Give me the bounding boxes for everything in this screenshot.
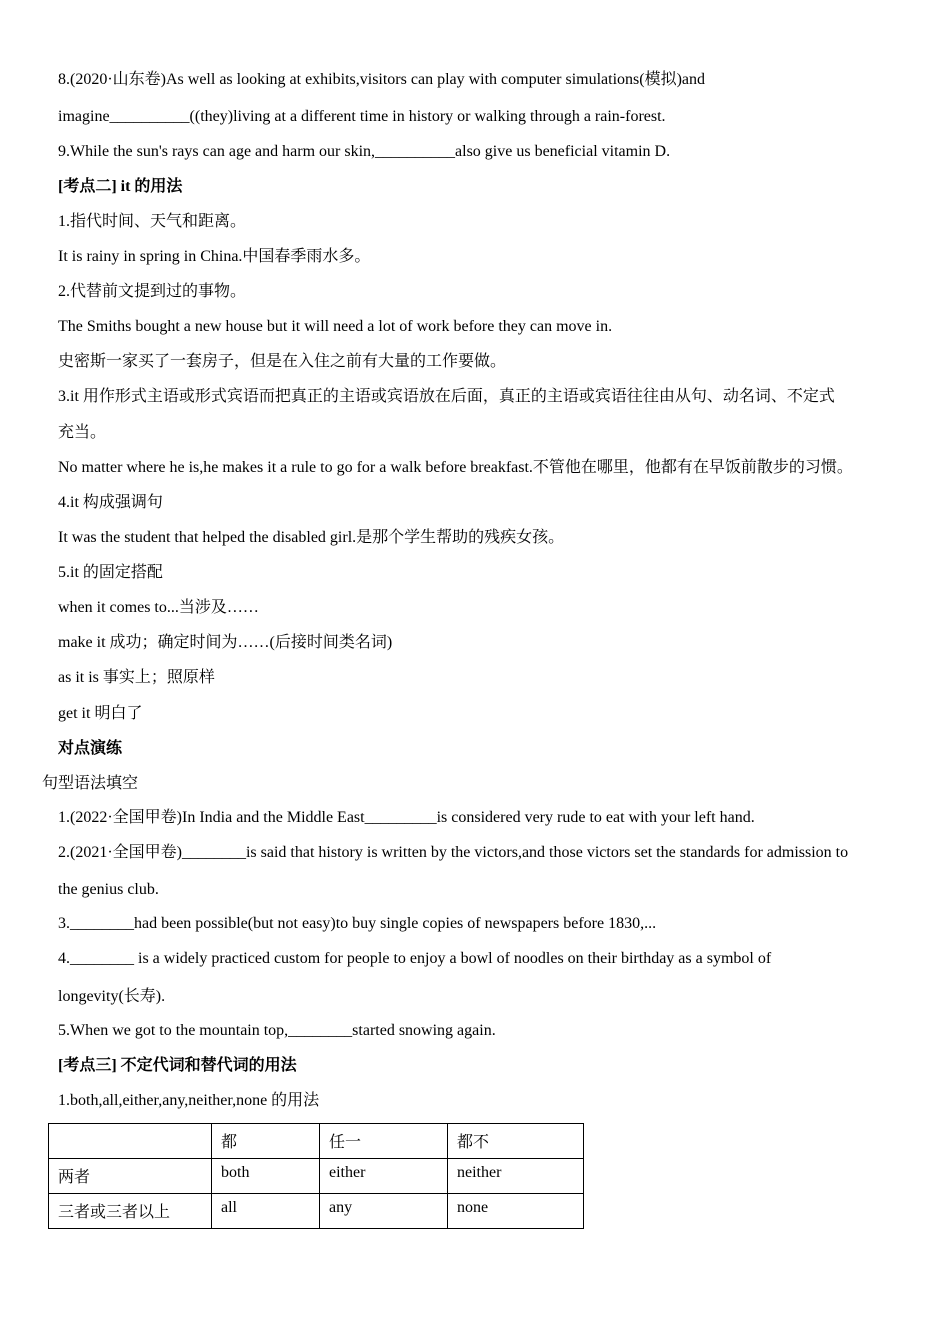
- example-2-chinese: 史密斯一家买了一套房子，但是在入住之前有大量的工作要做。: [58, 353, 507, 370]
- rule-5: 5.it 的固定搭配: [58, 564, 163, 581]
- question-8-line-2: imagine__________((they)living at a different time in history or walking through a rain-forest.: [58, 108, 666, 125]
- pronoun-usage-title: 1.both,all,either,any,neither,none 的用法: [58, 1092, 320, 1109]
- table-header-row: [49, 1124, 584, 1159]
- table-cell: 两者: [49, 1159, 212, 1194]
- section-heading-pronouns: [考点三] 不定代词和替代词的用法: [58, 1057, 297, 1074]
- rule-3-line-1: 3.it 用作形式主语或形式宾语而把真正的主语或宾语放在后面，真正的主语或宾语往往由从句、动名词、不定式: [58, 388, 835, 405]
- pronoun-usage-table: [48, 1123, 584, 1229]
- rule-2: 2.代替前文提到过的事物。: [58, 283, 247, 300]
- phrase-as-it-is: as it is 事实上；照原样: [58, 669, 215, 686]
- example-3: No matter where he is,he makes it a rule to go for a walk before breakfast.不管他在哪里，他都有在早饭前散步的习惯。: [58, 459, 853, 476]
- exercise-type-label: 句型语法填空: [42, 775, 139, 792]
- rule-1: 1.指代时间、天气和距离。: [58, 213, 247, 230]
- table-header-cell: 任一: [320, 1124, 448, 1159]
- table-row: [49, 1194, 584, 1229]
- table-cell: neither: [448, 1159, 584, 1194]
- section-heading-it-usage: [考点二] it 的用法: [58, 178, 183, 195]
- table-header-cell: 都不: [448, 1124, 584, 1159]
- practice-heading: 对点演练: [58, 740, 123, 757]
- table-cell: 三者或三者以上: [49, 1194, 212, 1229]
- question-8-line-1: 8.(2020·山东卷)As well as looking at exhibits,visitors can play with computer simulations(模拟)and: [58, 71, 706, 88]
- exercise-1: 1.(2022·全国甲卷)In India and the Middle East_________is considered very rude to eat with your left hand.: [58, 809, 755, 826]
- phrase-make-it: make it 成功；确定时间为……(后接时间类名词): [58, 634, 393, 651]
- exercise-4-line-1: 4.________ is a widely practiced custom for people to enjoy a bowl of noodles on their birthday as a symbol of: [58, 950, 772, 967]
- question-9: 9.While the sun's rays can age and harm our skin,__________also give us beneficial vitamin D.: [58, 143, 671, 160]
- table-header-cell: 都: [212, 1124, 320, 1159]
- table-row: [49, 1159, 584, 1194]
- phrase-when-it-comes-to: when it comes to...当涉及……: [58, 599, 259, 616]
- table-header-cell: [49, 1124, 212, 1159]
- phrase-get-it: get it 明白了: [58, 705, 143, 722]
- table-cell: none: [448, 1194, 584, 1229]
- exercise-2-line-1: 2.(2021·全国甲卷)________is said that history is written by the victors,and those victors set the standards for admission to: [58, 844, 849, 861]
- exercise-5: 5.When we got to the mountain top,________started snowing again.: [58, 1022, 496, 1039]
- table-cell: both: [212, 1159, 320, 1194]
- table-cell: either: [320, 1159, 448, 1194]
- example-1: It is rainy in spring in China.中国春季雨水多。: [58, 248, 371, 265]
- rule-4: 4.it 构成强调句: [58, 494, 163, 511]
- table-cell: any: [320, 1194, 448, 1229]
- table-cell: all: [212, 1194, 320, 1229]
- exercise-4-line-2: longevity(长寿).: [58, 988, 166, 1005]
- example-2-english: The Smiths bought a new house but it will need a lot of work before they can move in.: [58, 318, 613, 335]
- exercise-2-line-2: the genius club.: [58, 881, 159, 898]
- exercise-3: 3.________had been possible(but not easy)to buy single copies of newspapers before 1830,...: [58, 915, 657, 932]
- rule-3-line-2: 充当。: [58, 424, 107, 441]
- example-4: It was the student that helped the disabled girl.是那个学生帮助的残疾女孩。: [58, 529, 565, 546]
